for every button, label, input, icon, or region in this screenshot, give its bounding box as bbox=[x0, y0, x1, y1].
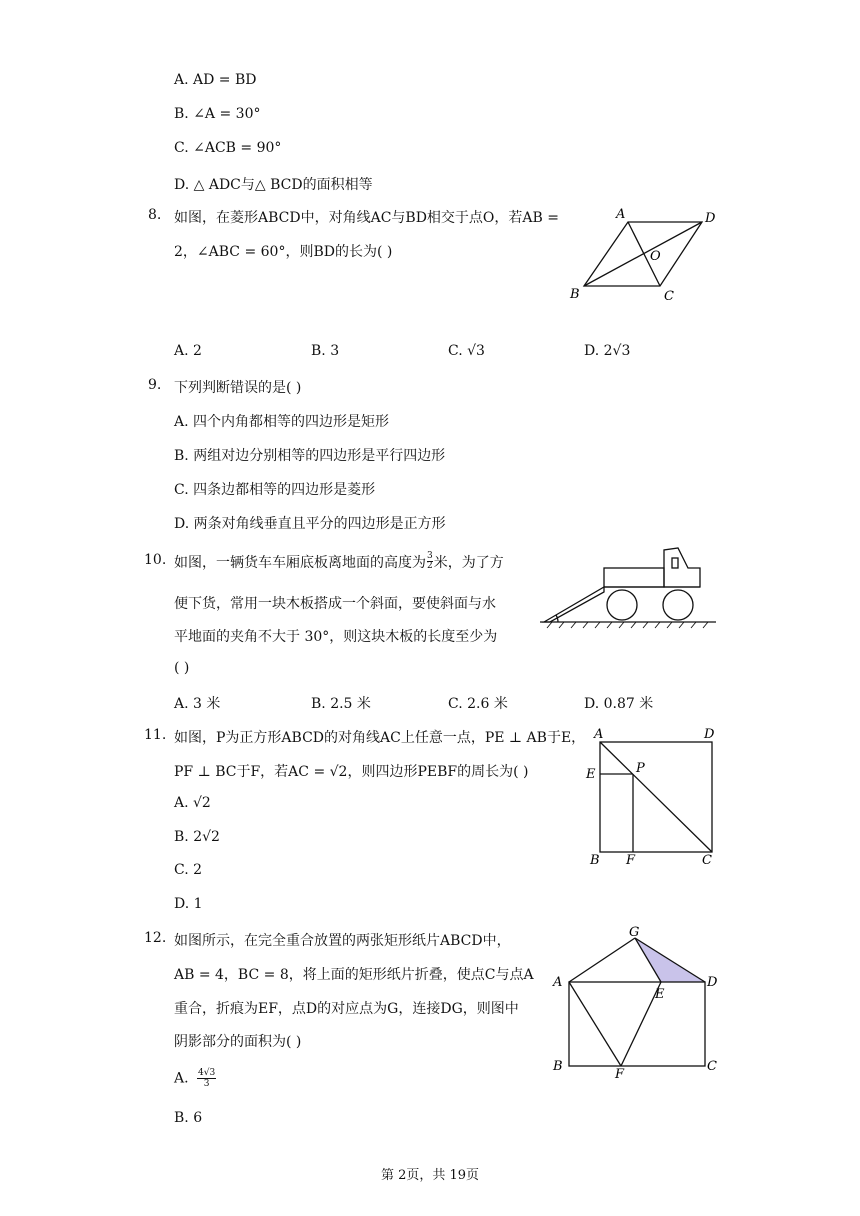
q11-option-a: A. √2 bbox=[174, 795, 211, 811]
q10-truck-figure bbox=[538, 540, 720, 632]
q12-stem-line4: 阴影部分的面积为( ) bbox=[174, 1034, 302, 1050]
q11-label-e: E bbox=[586, 767, 596, 782]
q12-frac-den: 3 bbox=[203, 1079, 210, 1089]
q10-stem-line4: ( ) bbox=[174, 660, 190, 676]
q10-fraction bbox=[427, 552, 433, 571]
q8-label-d: D bbox=[705, 211, 716, 226]
q12-option-a bbox=[174, 1068, 216, 1089]
q10-number: 10. bbox=[144, 552, 167, 568]
q12-stem-line1: 如图所示，在完全重合放置的两张矩形纸片ABCD中， bbox=[174, 933, 511, 949]
q8-label-a: A bbox=[616, 207, 626, 222]
q9-option-d: D. 两条对角线垂直且平分的四边形是正方形 bbox=[174, 516, 446, 532]
q11-option-c: C. 2 bbox=[174, 862, 203, 878]
q8-option-c: C. √3 bbox=[448, 343, 485, 359]
q12-label-g: G bbox=[629, 925, 640, 940]
q10-stem-line1 bbox=[174, 552, 504, 573]
q12-stem-line2: AB = 4，BC = 8，将上面的矩形纸片折叠，使点C与点A bbox=[174, 967, 534, 983]
q11-stem-line2: PF ⊥ BC于F，若AC = √2，则四边形PEBF的周长为( ) bbox=[174, 764, 529, 780]
q8-number: 8. bbox=[148, 207, 162, 223]
q7-option-b: B. ∠A = 30° bbox=[174, 106, 261, 122]
q11-option-d: D. 1 bbox=[174, 896, 203, 912]
q10-stem-line3: 平地面的夹角不大于 30°，则这块木板的长度至少为 bbox=[174, 629, 498, 645]
q11-label-c: C bbox=[702, 853, 712, 868]
q11-number: 11. bbox=[144, 727, 167, 743]
q10-option-c: C. 2.6 米 bbox=[448, 696, 508, 712]
q12-label-d: D bbox=[707, 975, 718, 990]
q10-option-a: A. 3 米 bbox=[174, 696, 221, 712]
q12-label-c: C bbox=[707, 1059, 717, 1074]
q8-rhombus-figure bbox=[560, 200, 730, 310]
q12-number: 12. bbox=[144, 930, 167, 946]
q8-option-d: D. 2√3 bbox=[584, 343, 631, 359]
q12-label-f: F bbox=[615, 1067, 625, 1082]
q9-option-c: C. 四条边都相等的四边形是菱形 bbox=[174, 482, 376, 498]
q10-stem-line1-a: 如图，一辆货车车厢底板离地面的高度为 bbox=[174, 555, 426, 571]
q12-frac-num: 4√3 bbox=[198, 1068, 216, 1078]
q9-number: 9. bbox=[148, 377, 162, 393]
q12-label-b: B bbox=[553, 1059, 563, 1074]
q8-option-a: A. 2 bbox=[174, 343, 202, 359]
q12-option-a-prefix: A. bbox=[174, 1070, 189, 1087]
q7-option-c: C. ∠ACB = 90° bbox=[174, 140, 282, 156]
q12-folded-rectangle-figure bbox=[545, 922, 725, 1082]
q9-option-a: A. 四个内角都相等的四边形是矩形 bbox=[174, 414, 390, 430]
q11-label-f: F bbox=[626, 853, 636, 868]
q7-option-a: A. AD = BD bbox=[174, 72, 257, 88]
q11-label-b: B bbox=[590, 853, 600, 868]
q12-stem-line3: 重合，折痕为EF，点D的对应点为G，连接DG，则图中 bbox=[174, 1001, 519, 1017]
q12-label-a: A bbox=[553, 975, 563, 990]
q8-label-c: C bbox=[664, 289, 674, 304]
q8-option-b: B. 3 bbox=[311, 343, 340, 359]
q8-stem-line2: 2，∠ABC = 60°，则BD的长为( ) bbox=[174, 244, 393, 260]
q11-square-figure bbox=[580, 722, 730, 870]
q7-option-d: D. △ ADC与△ BCD的面积相等 bbox=[174, 177, 373, 193]
q9-option-b: B. 两组对边分别相等的四边形是平行四边形 bbox=[174, 448, 446, 464]
q12-option-b: B. 6 bbox=[174, 1110, 203, 1126]
q11-label-a: A bbox=[594, 727, 604, 742]
q10-stem-line2: 便下货，常用一块木板搭成一个斜面，要使斜面与水 bbox=[174, 596, 496, 612]
q10-frac-den: 2 bbox=[427, 560, 433, 571]
q10-option-b: B. 2.5 米 bbox=[311, 696, 371, 712]
q10-frac-num: 3 bbox=[427, 550, 433, 561]
q11-label-d: D bbox=[704, 727, 715, 742]
q12-option-a-fraction bbox=[197, 1068, 216, 1089]
page-footer: 第 2页，共 19页 bbox=[380, 1168, 480, 1183]
q9-stem: 下列判断错误的是( ) bbox=[174, 380, 302, 396]
q12-label-e: E bbox=[655, 987, 665, 1002]
q10-option-d: D. 0.87 米 bbox=[584, 696, 654, 712]
q11-stem-line1: 如图，P为正方形ABCD的对角线AC上任意一点，PE ⊥ AB于E， bbox=[174, 730, 586, 746]
q8-label-b: B bbox=[570, 287, 580, 302]
q11-option-b: B. 2√2 bbox=[174, 829, 220, 845]
q10-stem-line1-b: 米，为了方 bbox=[433, 555, 504, 571]
q8-label-o: O bbox=[650, 249, 661, 264]
q11-label-p: P bbox=[636, 761, 645, 776]
q8-stem-line1: 如图，在菱形ABCD中，对角线AC与BD相交于点O，若AB = bbox=[174, 210, 559, 226]
